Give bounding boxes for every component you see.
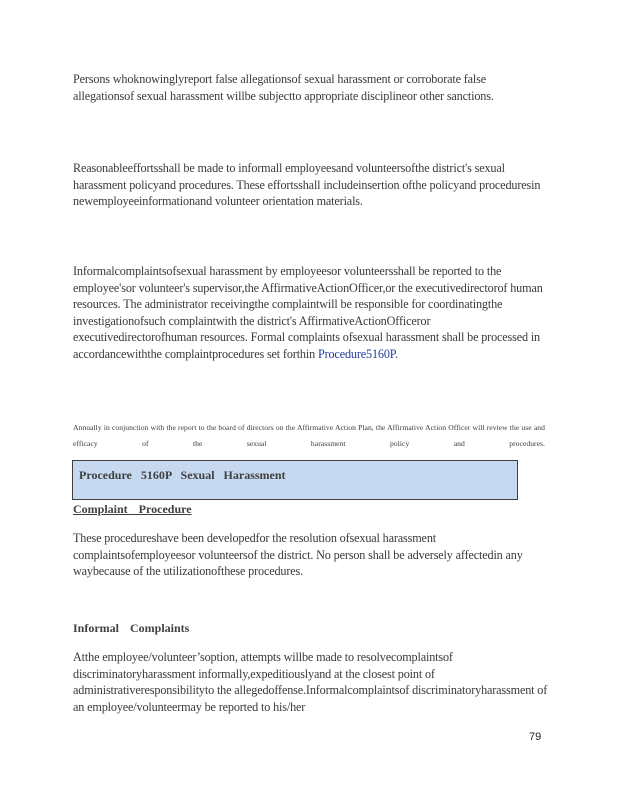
paragraph-annual-review: Annually in conjunction with the report to the board of directors on the Affirmative Action Plan, the Affirmative Action Officer will review the use and efficacy of the sexual harassment policy and procedures. bbox=[73, 423, 545, 448]
page-number: 79 bbox=[529, 731, 542, 743]
paragraph-text: Informalcomplaintsofsexual harassment by employeesor volunteersshall be reported to the employee'sor volunteer's supervisor,the AffirmativeActionOfficer,or the executivedirectorof human resources. The administrator receivingthe complaintwill be responsible for coordinatingthe investigationofsuch complaintwith the district's AffirmativeActionOfficeror executivedirectorofhuman resources. Formal complaints ofsexual harassment shall be processed in accordancewiththe complaintprocedures set forthin bbox=[73, 264, 543, 361]
procedure-title-box bbox=[72, 460, 518, 500]
paragraph-false-allegations: Persons whoknowinglyreport false allegationsof sexual harassment or corroborate false allegationsof sexual harassment willbe subjectto appropriate disciplineor other sanctions. bbox=[73, 72, 494, 103]
procedure-title: Procedure 5160P Sexual Harassment bbox=[79, 468, 286, 482]
heading-informal-complaints: Informal Complaints bbox=[73, 621, 190, 635]
paragraph-reasonable-efforts: Reasonableeffortsshall be made to informall employeesand volunteersofthe district's sexual harassment policyand procedures. These effortsshall includeinsertion ofthe policyand proceduresin newemployeeinformationand volunteer orientation materials. bbox=[73, 161, 541, 208]
paragraph-procedures-developed: These procedureshave been developedfor the resolution ofsexual harassment complaintsofemployeesor volunteersof the district. No person shall be adversely affectedin any waybecause of the utilizationofthese procedures. bbox=[73, 531, 523, 578]
paragraph-suffix: . bbox=[395, 346, 398, 361]
paragraph-informal-complaints-intro bbox=[73, 263, 548, 362]
paragraph-informal-option: Atthe employee/volunteer’soption, attempts willbe made to resolvecomplaintsof discriminatoryharassment informally,expeditiouslyand at the closest point of administrativeresponsibilityto the allegedoffense.Informalcomplaintsof discriminatoryharassment of an employee/volunteermay be reported to his/her bbox=[73, 650, 548, 714]
heading-complaint-procedure: Complaint Procedure bbox=[73, 502, 192, 516]
procedure-link[interactable]: Procedure5160P bbox=[317, 346, 396, 361]
